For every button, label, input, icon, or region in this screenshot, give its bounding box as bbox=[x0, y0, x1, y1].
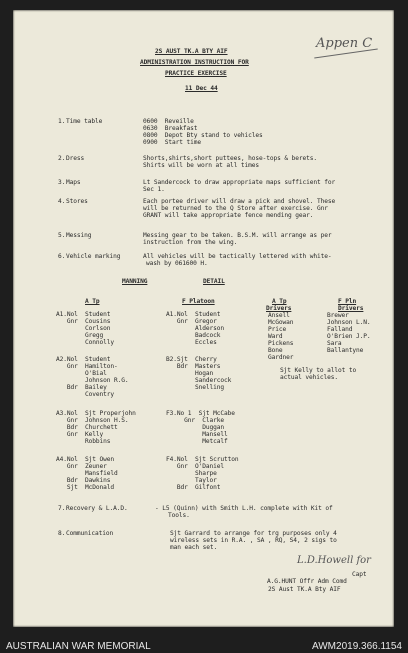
roster-line: Sharpe bbox=[166, 470, 217, 477]
roster-line: Mansfield bbox=[56, 470, 118, 477]
roster-line: A4.Nol Sjt Owen bbox=[56, 456, 115, 463]
item-number: 6. bbox=[58, 253, 66, 260]
driver-name: Gardner bbox=[268, 354, 294, 361]
item-text-line: Sjt Garrard to arrange for trg purposes only 4 bbox=[170, 530, 337, 537]
roster-line: Gnr Gregor bbox=[166, 318, 217, 325]
roster-line: Corlson bbox=[56, 325, 111, 332]
f-pln-drivers-label: Drivers bbox=[338, 305, 364, 312]
driver-name: Falland bbox=[327, 326, 353, 333]
roster-line: Eccles bbox=[166, 339, 217, 346]
item-label: Vehicle marking bbox=[66, 253, 121, 260]
item-text-line: Shorts,shirts,short puttees, hose-tops & berets. bbox=[143, 155, 318, 162]
roster-line: Gnr Clarke bbox=[166, 417, 225, 424]
roster-line: Gnr Zeuner bbox=[56, 463, 107, 470]
item-text-line: 0800 Depot Bty stand to vehicles bbox=[143, 132, 263, 139]
roster-line: Alderson bbox=[166, 325, 225, 332]
roster-line: Sjt McDonald bbox=[56, 484, 115, 491]
roster-line: Robbins bbox=[56, 438, 111, 445]
signature-rank: Capt bbox=[352, 571, 367, 578]
roster-line: F4.Nol Sjt Scrutton bbox=[166, 456, 239, 463]
item-label: Stores bbox=[66, 198, 88, 205]
handwritten-annotation: Appen C bbox=[316, 36, 373, 51]
roster-line: Bdr Masters bbox=[166, 363, 221, 370]
roster-line: Johnson R.G. bbox=[56, 377, 129, 384]
item-text-line: wireless sets in R.A. , SA , RQ, S4, 2 sigs to bbox=[170, 537, 337, 544]
item-text-line: 0900 Start time bbox=[143, 139, 202, 146]
signature-scrawl: L.D.Howell for bbox=[297, 555, 371, 566]
note-line: actual vehicles. bbox=[280, 374, 339, 381]
driver-name: Ward bbox=[268, 333, 283, 340]
header-subtitle: PRACTICE EXERCISE bbox=[165, 70, 227, 77]
item-text-line: - L5 (Quinn) with Smith L.H. complete with Kit of bbox=[155, 505, 333, 512]
signature-name: A.G.HUNT Offr Adm Comd bbox=[267, 578, 347, 585]
roster-line: A1.Nol Student bbox=[166, 311, 221, 318]
driver-name: Price bbox=[268, 326, 287, 333]
roster-line: Hogan bbox=[166, 370, 214, 377]
note-line: Sjt Kelly to allot to bbox=[280, 367, 357, 374]
roster-line: Mansell bbox=[166, 431, 228, 438]
item-text-line: Shirts will be worn at all times bbox=[143, 162, 260, 169]
driver-name: Ballantyne bbox=[327, 347, 364, 354]
a-tp-drivers-label: Drivers bbox=[266, 305, 292, 312]
manning-heading: MANNING bbox=[122, 278, 148, 285]
footer-credit: AUSTRALIAN WAR MEMORIAL bbox=[6, 641, 151, 652]
roster-line: A1.Nol Student bbox=[56, 311, 111, 318]
driver-name: Johnson L.N. bbox=[327, 319, 371, 326]
roster-line: Sandercock bbox=[166, 377, 232, 384]
item-number: 7. bbox=[58, 505, 66, 512]
driver-name: O'Brien J.P. bbox=[327, 333, 371, 340]
roster-line: F3.No 1 Sjt McCabe bbox=[166, 410, 235, 417]
item-number: 8. bbox=[58, 530, 66, 537]
item-number: 5. bbox=[58, 232, 66, 239]
footer-accession: AWM2019.366.1154 bbox=[311, 641, 402, 652]
item-label: Dress bbox=[66, 155, 85, 162]
roster-line: O'Bial bbox=[56, 370, 107, 377]
roster-line: Bdr Bailey bbox=[56, 384, 107, 391]
item-text-line: Sec 1. bbox=[143, 186, 165, 193]
driver-name: Ansell bbox=[268, 312, 290, 319]
roster-line: Bdr Dawkins bbox=[56, 477, 111, 484]
roster-line: Bdr Churchett bbox=[56, 424, 118, 431]
header-title: ADMINISTRATION INSTRUCTION FOR bbox=[140, 59, 249, 66]
roster-line: Coventry bbox=[56, 391, 115, 398]
column-a-tp-drivers: A Tp bbox=[272, 298, 287, 305]
column-f-pln-drivers: F Pln bbox=[338, 298, 357, 305]
item-label: Maps bbox=[66, 179, 81, 186]
roster-line: Bdr Gilfont bbox=[166, 484, 221, 491]
roster-line: Gnr Kelly bbox=[56, 431, 104, 438]
detail-heading: DETAIL bbox=[203, 278, 225, 285]
item-text-line: All vehicles will be tactically lettered with white- bbox=[143, 253, 332, 260]
driver-name: McGowan bbox=[268, 319, 294, 326]
item-text-line: Lt Sandercock to draw appropriate maps sufficient for bbox=[143, 179, 336, 186]
item-number: 2. bbox=[58, 155, 66, 162]
header-unit: 2S AUST TK.A BTY AIF bbox=[155, 48, 228, 55]
roster-line: Connolly bbox=[56, 339, 115, 346]
item-text-line: 0630 Breakfast bbox=[143, 125, 198, 132]
item-text-line: Tools. bbox=[168, 512, 190, 519]
signature-unit: 2S Aust TK.A Bty AIF bbox=[268, 586, 341, 593]
roster-line: Metcalf bbox=[166, 438, 228, 445]
item-text-line: Each portee driver will draw a pick and shovel. These bbox=[143, 198, 336, 205]
roster-line: Badcock bbox=[166, 332, 221, 339]
item-text-line: wash by 061600 H. bbox=[146, 260, 208, 267]
roster-line: Snelling bbox=[166, 384, 225, 391]
roster-line: Gregg bbox=[56, 332, 104, 339]
item-text-line: man each set. bbox=[170, 544, 218, 551]
roster-line: Taylor bbox=[166, 477, 217, 484]
item-number: 4. bbox=[58, 198, 66, 205]
archive-footer bbox=[0, 627, 408, 653]
roster-line: A3.Nol Sjt Properjohn bbox=[56, 410, 136, 417]
item-label: Communication bbox=[66, 530, 114, 537]
roster-line: Gnr Johnson H.S. bbox=[56, 417, 129, 424]
driver-name: Bone bbox=[268, 347, 283, 354]
roster-line: B2.Sjt Cherry bbox=[166, 356, 217, 363]
header-date: 11 Dec 44 bbox=[185, 85, 218, 92]
item-number: 3. bbox=[58, 179, 66, 186]
item-text-line: GRANT will take appropriate fence mending gear. bbox=[143, 212, 314, 219]
item-label: Time table bbox=[66, 118, 103, 125]
column-f-platoon: F Platoon bbox=[182, 298, 215, 305]
driver-name: Pickens bbox=[268, 340, 294, 347]
roster-line: Gnr Cousins bbox=[56, 318, 111, 325]
roster-line: A2.Nol Student bbox=[56, 356, 111, 363]
item-text-line: 0600 Reveille bbox=[143, 118, 194, 125]
driver-name: Sara bbox=[327, 340, 342, 347]
roster-line: Gnr O'Daniel bbox=[166, 463, 225, 470]
column-a-tp: A Tp bbox=[85, 298, 100, 305]
driver-name: Brewer bbox=[327, 312, 349, 319]
roster-line: Gnr Hamilton- bbox=[56, 363, 118, 370]
item-label: Messing bbox=[66, 232, 92, 239]
item-label: Recovery & L.A.D. bbox=[66, 505, 128, 512]
item-number: 1. bbox=[58, 118, 66, 125]
item-text-line: Messing gear to be taken. B.S.M. will arrange as per bbox=[143, 232, 332, 239]
roster-line: Duggan bbox=[166, 424, 225, 431]
item-text-line: will be returned to the Q Store after exercise. Gnr bbox=[143, 205, 328, 212]
item-text-line: instruction from the wing. bbox=[143, 239, 238, 246]
